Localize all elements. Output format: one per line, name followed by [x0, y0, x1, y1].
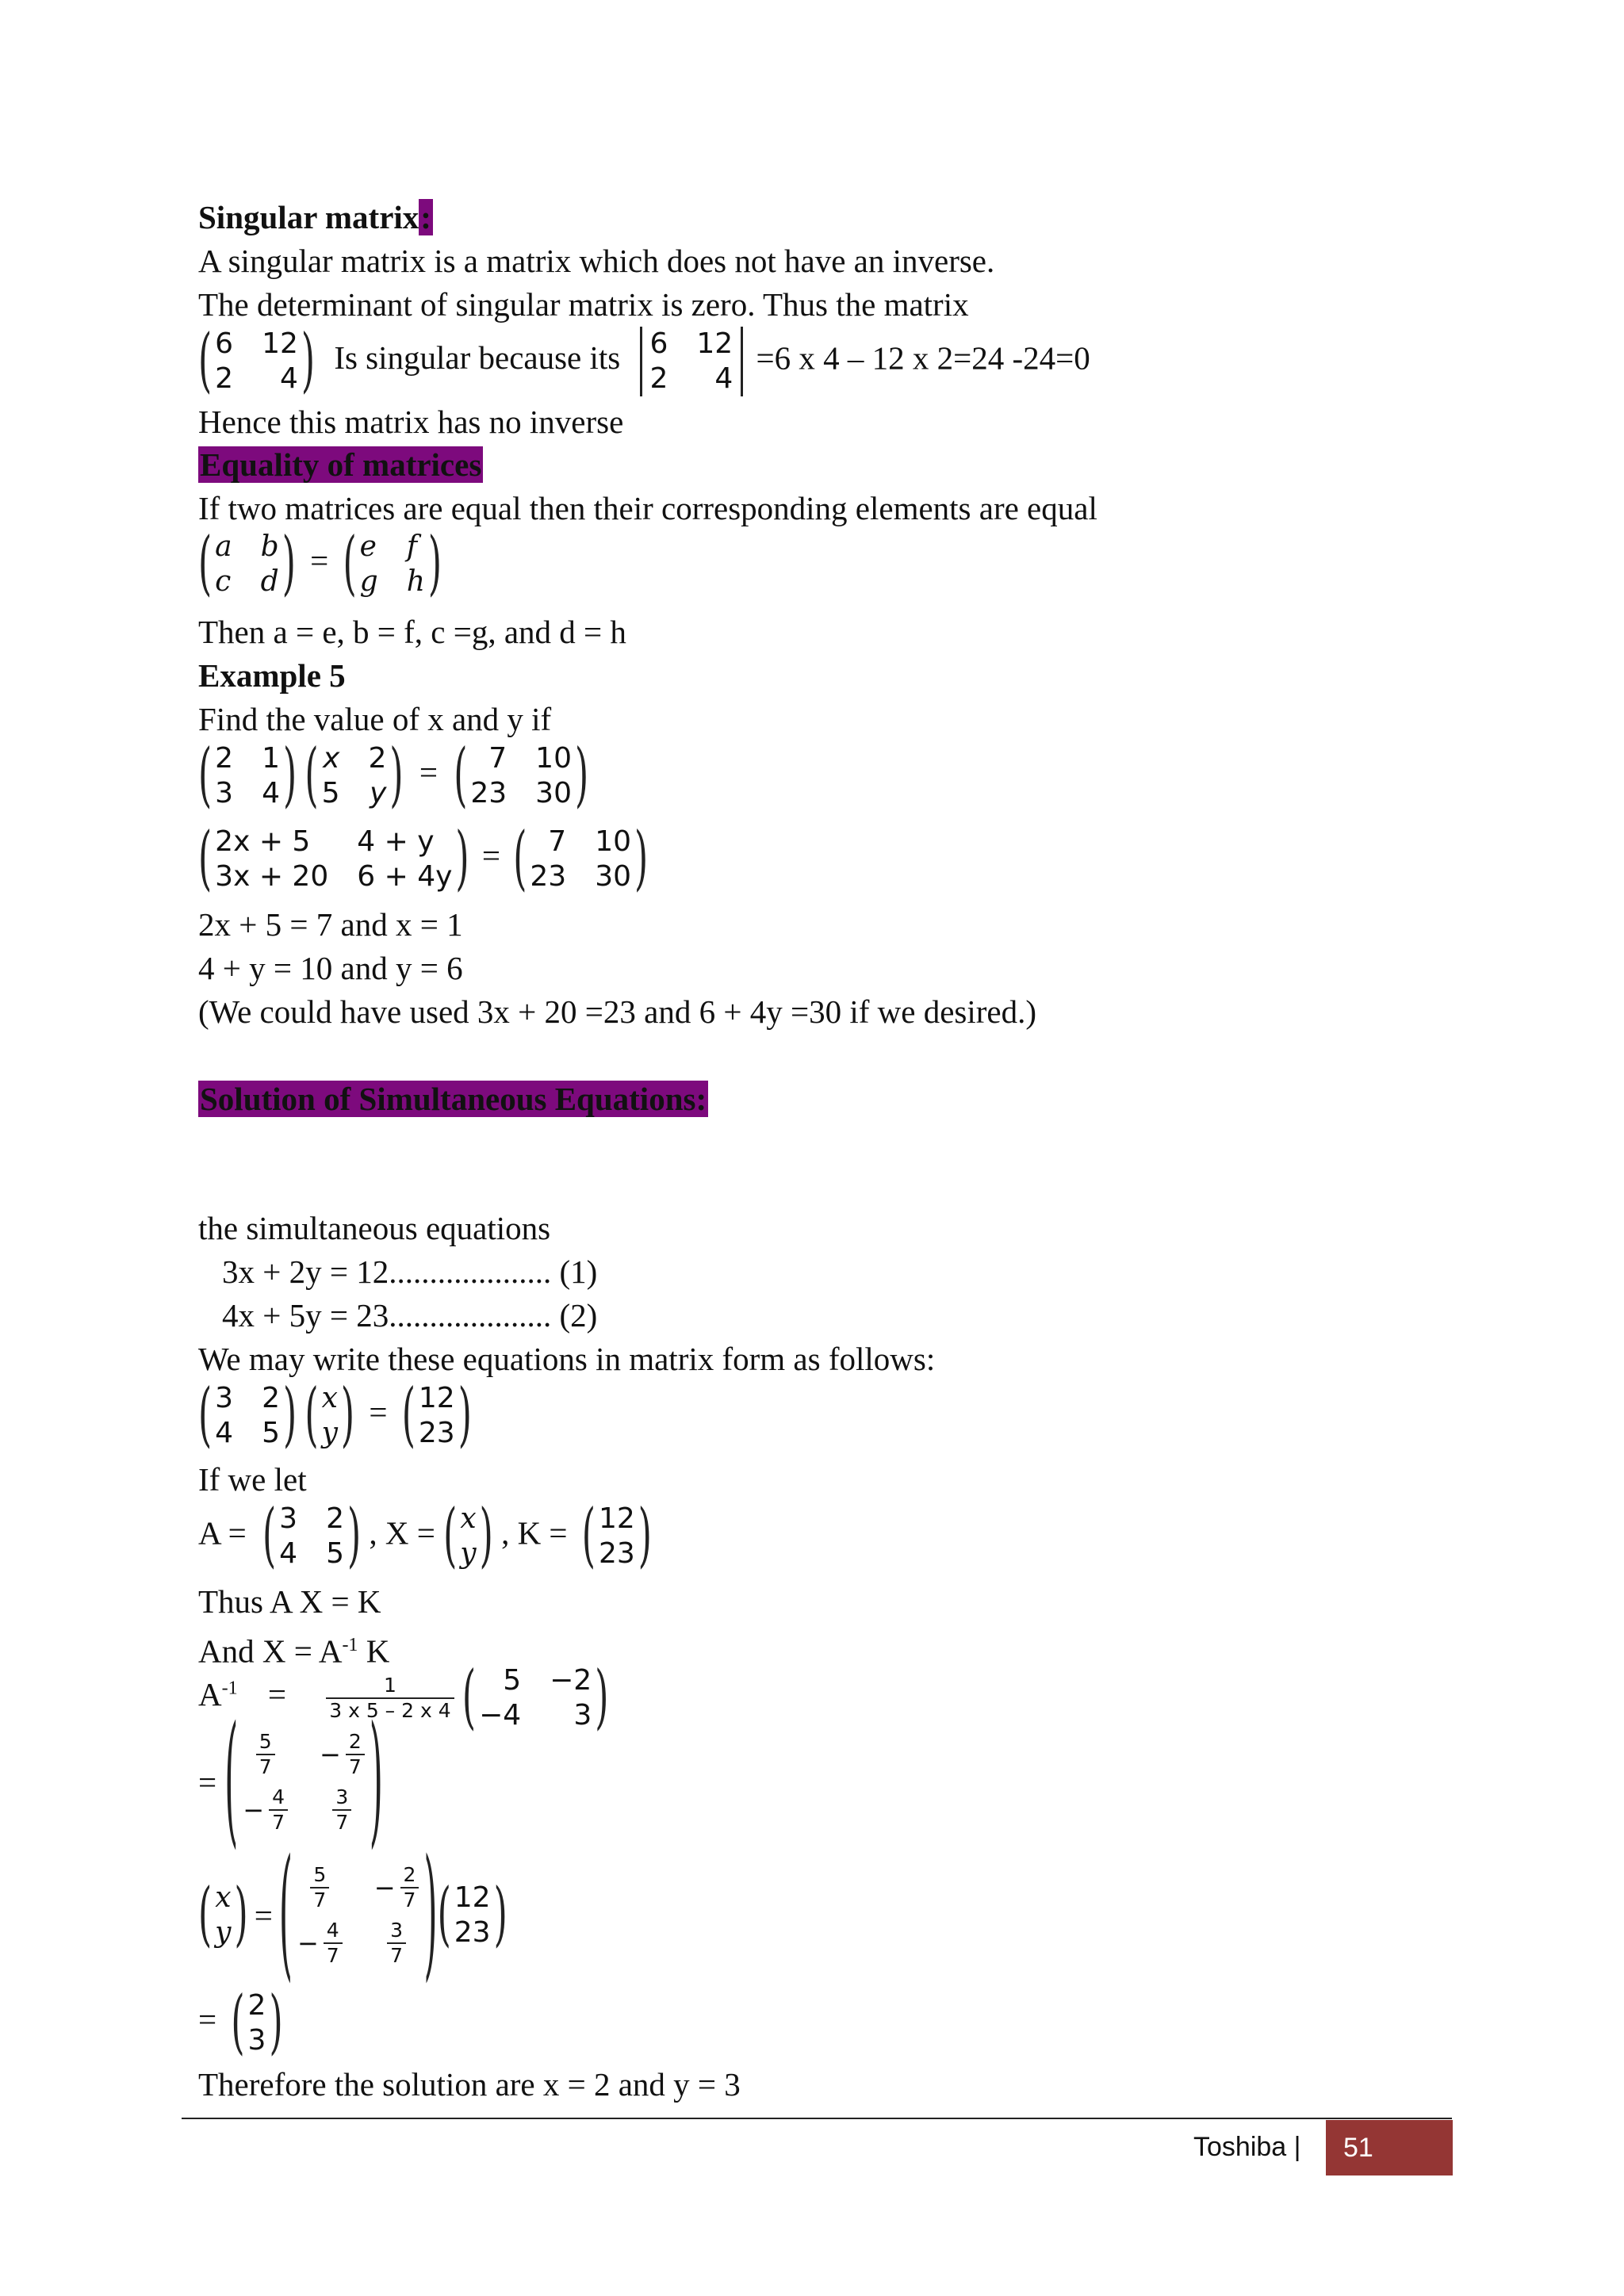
text-line: Thus A X = K — [198, 1583, 381, 1620]
text-line: If two matrices are equal then their corresponding elements are equal — [198, 490, 1097, 526]
definitions-row: A = ( 3 2 4 5 ) , X = ( x y ) , K = ( 12 23 ) — [198, 1495, 652, 1576]
matrix: ( 3 2 4 5 ) — [198, 1375, 297, 1456]
text-line: A singular matrix is a matrix which does not have an inverse. — [198, 243, 995, 279]
matrix: ( $\frac{5}{7}$ − $\frac{2}{7}$ − $\frac{4}{7}$ $\frac{3}{7}$ ) — [278, 1831, 438, 1997]
heading-example-5: Example 5 — [198, 657, 346, 694]
text-line: If we let — [198, 1461, 307, 1498]
matrix: ( 3 2 4 5 ) — [262, 1495, 362, 1576]
matrix: ( 5 −2 −4 3 ) — [462, 1657, 609, 1738]
example-equation-1: ( 2 1 3 4 ) ( x 2 5 y ) = ( 7 10 23 30 ) — [198, 735, 589, 816]
matrix: ( x 2 5 y ) — [304, 735, 404, 816]
inverse-formula: $A^{-1}$ = $\frac{1}{3 x 5 - 2 x 4}$ ( 5 −2 −4 3 ) — [198, 1657, 609, 1738]
heading-simultaneous: Solution of Simultaneous Equations: — [200, 1081, 707, 1117]
solution-product-row: ( x y ) = ( $\frac{5}{7}$ − $\frac{2}{7}$ − $\frac{4}{7}$ $\frac{3}{7}$ ) ( 12 23 ) — [198, 1831, 508, 1997]
equation-2: 4x + 5y = 23.................... (2) — [222, 1297, 598, 1334]
page-number: 51 — [1326, 2120, 1453, 2175]
text-line: Therefore the solution are x = 2 and y = 3 — [198, 2066, 741, 2103]
inverse-matrix-row: = ( $\frac{5}{7}$ − $\frac{2}{7}$ − $\frac{4}{7}$ $\frac{3}{7}$ ) — [198, 1697, 383, 1864]
matrix: ( 12 23 ) — [437, 1874, 508, 1955]
determinant-fraction: $\frac{1}{3 x 5 - 2 x 4}$ — [326, 1674, 454, 1723]
example-equation-2: ( 2x + 5 4 + y 3x + 20 6 + 4y ) = ( 7 10 23 30 ) — [198, 818, 649, 899]
matrix: ( 2 3 ) — [231, 1982, 283, 2063]
matrix: ( 12 23 ) — [401, 1375, 472, 1456]
matrix: ( 2 1 3 4 ) — [198, 735, 297, 816]
text-line: We may write these equations in matrix form as follows: — [198, 1341, 936, 1377]
heading-equality: Equality of matrices — [200, 446, 482, 483]
matrix: ( $\frac{5}{7}$ − $\frac{2}{7}$ − $\frac{4}{7}$ $\frac{3}{7}$ ) — [224, 1697, 383, 1864]
footer-rule — [182, 2118, 1452, 2119]
singular-matrix-row: ( 6 12 2 4 ) Is singular because its 6 12 2 4 =6 x 4 – 12 x 2=24 -24=0 — [198, 320, 1090, 401]
footer-author: Toshiba | — [1193, 2132, 1301, 2162]
matrix: ( e f g h ) — [343, 523, 442, 604]
equality-matrices: ( a b c d ) = ( e f g h ) — [198, 523, 442, 604]
text-line: the simultaneous equations — [198, 1210, 551, 1246]
determinant: 6 12 2 4 — [635, 327, 749, 396]
matrix: ( x y ) — [443, 1495, 493, 1576]
text-line: Find the value of x and y if — [198, 701, 552, 737]
text-line: Then a = e, b = f, c =g, and d = h — [198, 614, 626, 650]
text-line: 2x + 5 = 7 and x = 1 — [198, 906, 463, 943]
heading-singular-matrix: Singular matrix: — [198, 199, 431, 235]
matrix: ( a b c d ) — [198, 523, 296, 604]
matrix: ( x y ) — [304, 1375, 355, 1456]
text-line: And $X = A^{-1}$ K — [198, 1632, 390, 1670]
text-line: Hence this matrix has no inverse — [198, 404, 624, 440]
matrix: ( 7 10 23 30 ) — [513, 818, 649, 899]
matrix: ( 12 23 ) — [581, 1495, 652, 1576]
equation-1: 3x + 2y = 12.................... (1) — [222, 1253, 598, 1290]
text-line: 4 + y = 10 and y = 6 — [198, 950, 463, 986]
matrix: ( 2x + 5 4 + y 3x + 20 6 + 4y ) — [198, 818, 469, 899]
matrix-form-equation: ( 3 2 4 5 ) ( x y ) = ( 12 23 ) — [198, 1375, 472, 1456]
text-line: The determinant of singular matrix is zero. Thus the matrix — [198, 286, 969, 323]
matrix: ( 6 12 2 4 ) — [198, 320, 316, 401]
matrix: ( x y ) — [198, 1874, 248, 1955]
text-line: (We could have used 3x + 20 =23 and 6 + 4y =30 if we desired.) — [198, 993, 1036, 1030]
matrix: ( 7 10 23 30 ) — [454, 735, 589, 816]
result-row: = ( 2 3 ) — [198, 1982, 283, 2063]
